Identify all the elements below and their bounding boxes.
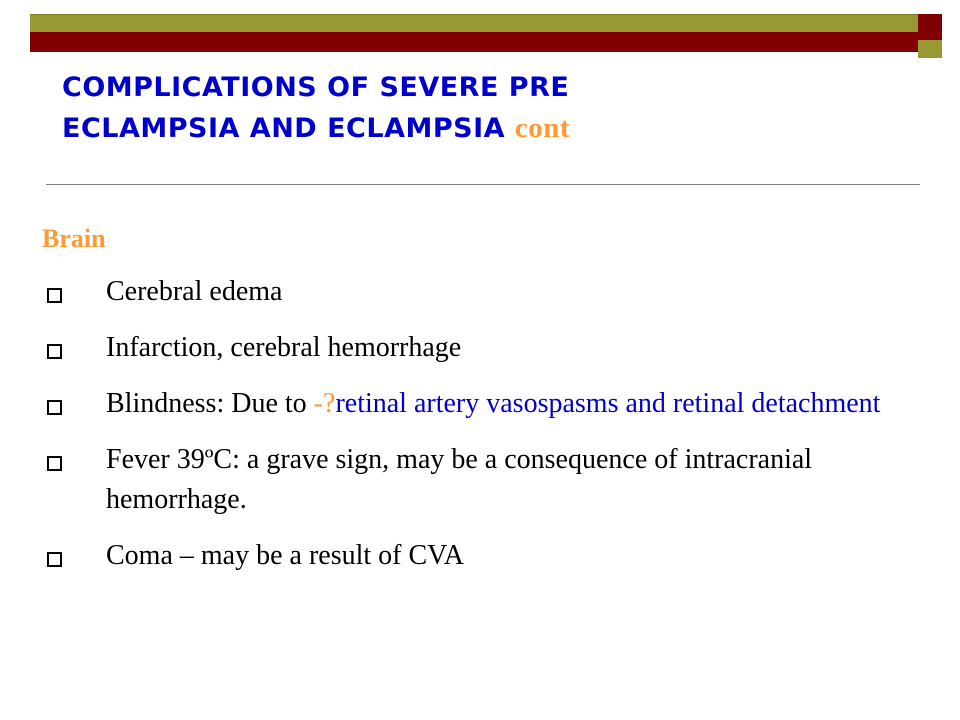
corner-block-maroon (918, 14, 942, 40)
slide-title (62, 68, 842, 149)
bullet-text: Cerebral edema (106, 276, 283, 307)
bullet-text: Fever 39ºC: a grave sign, may be a consequence of intracranial hemorrhage. (106, 444, 813, 515)
title-line-1: COMPLICATIONS OF SEVERE PRE (62, 72, 570, 103)
bullet-highlight: retinal artery vasospasms and retinal detachment (335, 388, 881, 419)
bullet-list (42, 272, 922, 592)
hollow-square-bullet-icon (47, 400, 62, 415)
bullet-item (42, 272, 922, 312)
hollow-square-bullet-icon (47, 288, 62, 303)
bullet-marker: -? (313, 388, 336, 419)
bullet-item (42, 328, 922, 368)
bullet-item (42, 440, 922, 520)
bullet-text: Infarction, cerebral hemorrhage (106, 332, 462, 363)
bullet-item (42, 536, 922, 576)
header-band-maroon (30, 32, 918, 52)
bullet-item (42, 384, 922, 424)
hollow-square-bullet-icon (47, 456, 62, 471)
hollow-square-bullet-icon (47, 344, 62, 359)
title-suffix: cont (514, 112, 571, 144)
section-heading: Brain (42, 224, 106, 253)
bullet-text: Coma – may be a result of CVA (106, 540, 464, 571)
bullet-text: Blindness: Due to (106, 388, 314, 419)
header-band-olive (30, 14, 918, 33)
corner-block-olive (918, 40, 942, 58)
hollow-square-bullet-icon (47, 552, 62, 567)
title-line-2: ECLAMPSIA AND ECLAMPSIA (62, 113, 506, 144)
title-divider (46, 184, 920, 185)
